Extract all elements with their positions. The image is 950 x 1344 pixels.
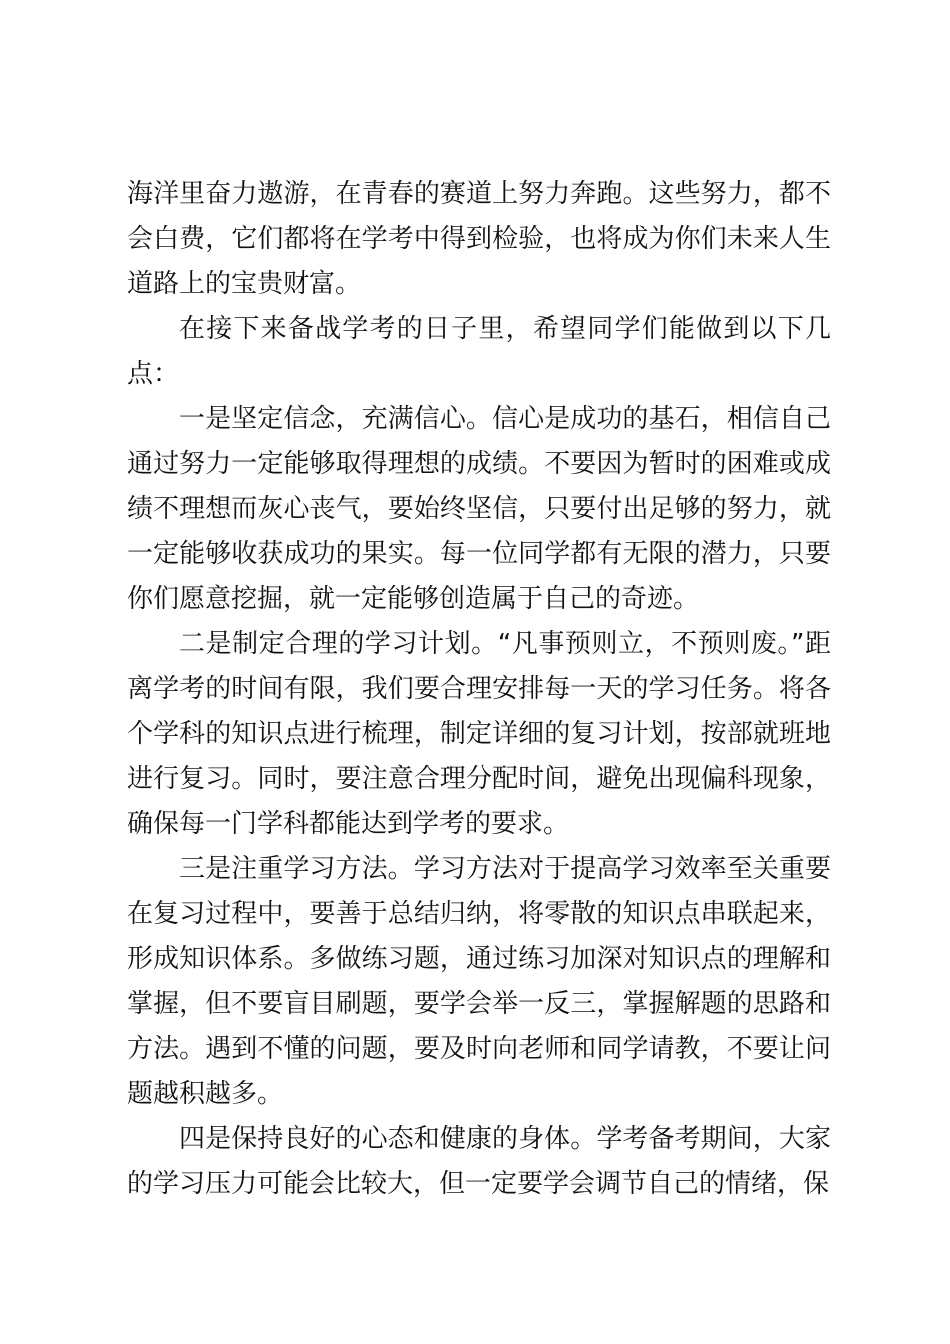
paragraph-3: 一是坚定信念，充满信心。信心是成功的基石，相信自己通过努力一定能够取得理想的成绩。不要因为暂时的困难或成绩不理想而灰心丧气，要始终坚信，只要付出足够的努力，就一定能够收获成功的果实。每一位同学都有无限的潜力，只要你们愿意挖掘，就一定能够创造属于自己的奇迹。 [127, 404, 831, 614]
paragraph-4: 二是制定合理的学习计划。“凡事预则立，不预则废。”距离学考的时间有限，我们要合理安排每一天的学习任务。将各个学科的知识点进行梳理，制定详细的复习计划，按部就班地进行复习。同时，要注意合理分配时间，避免出现偏科现象，确保每一门学科都能达到学考的要求。 [127, 629, 831, 839]
paragraph-2: 在接下来备战学考的日子里，希望同学们能做到以下几点： [127, 314, 831, 389]
paragraph-6: 四是保持良好的心态和健康的身体。学考备考期间，大家的学习压力可能会比较大，但一定要学会调节自己的情绪，保 [127, 1124, 831, 1199]
document-body [127, 172, 831, 1207]
paragraph-1: 海洋里奋力遨游，在青春的赛道上努力奔跑。这些努力，都不会白费，它们都将在学考中得到检验，也将成为你们未来人生道路上的宝贵财富。 [127, 179, 831, 299]
paragraph-5: 三是注重学习方法。学习方法对于提高学习效率至关重要在复习过程中，要善于总结归纳，将零散的知识点串联起来，形成知识体系。多做练习题，通过练习加深对知识点的理解和掌握，但不要盲目刷题，要学会举一反三，掌握解题的思路和方法。遇到不懂的问题，要及时向老师和同学请教，不要让问题越积越多。 [127, 854, 831, 1109]
